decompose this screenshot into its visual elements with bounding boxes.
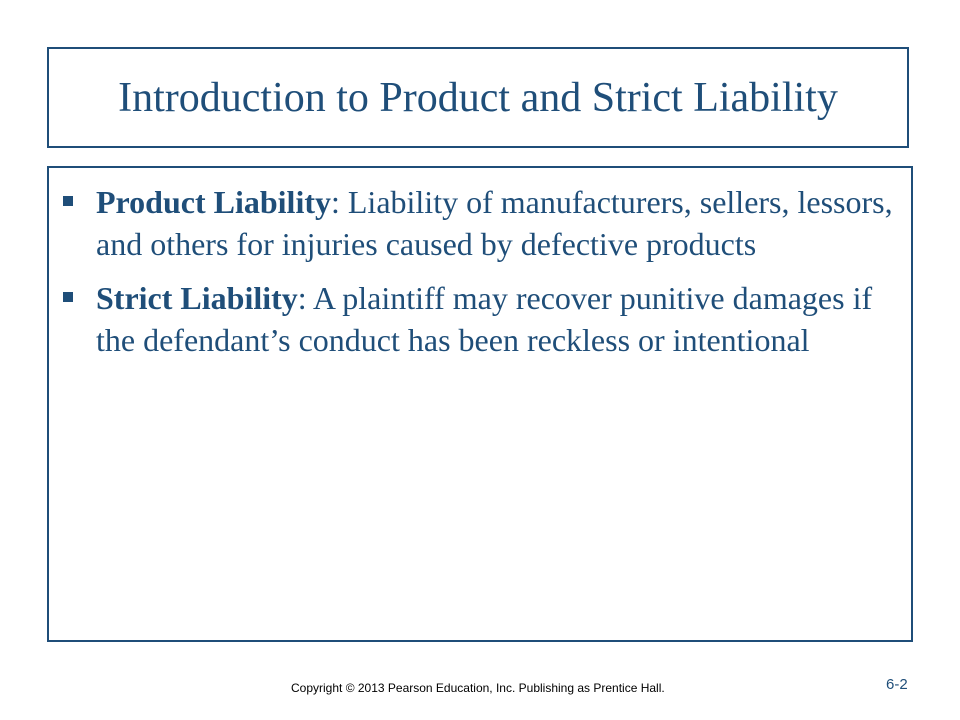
- bullet-term: Product Liability: [96, 184, 331, 220]
- page-number: 6-2: [886, 676, 908, 693]
- bullet-list: [63, 181, 899, 373]
- bullet-item-product-liability: [63, 181, 899, 265]
- title-frame: [47, 47, 909, 148]
- bullet-definition: : A plaintiff may recover punitive damages if the defendant’s conduct has been reckless or intentional: [96, 280, 873, 358]
- square-bullet-icon: [63, 292, 73, 302]
- bullet-term: Strict Liability: [96, 280, 298, 316]
- bullet-definition: : Liability of manufacturers, sellers, lessors, and others for injuries caused by defective products: [96, 184, 893, 262]
- content-frame: [47, 166, 913, 642]
- slide-title: Introduction to Product and Strict Liability: [118, 74, 838, 121]
- bullet-item-strict-liability: [63, 277, 899, 361]
- square-bullet-icon: [63, 196, 73, 206]
- copyright-notice: Copyright © 2013 Pearson Education, Inc. Publishing as Prentice Hall.: [291, 681, 665, 695]
